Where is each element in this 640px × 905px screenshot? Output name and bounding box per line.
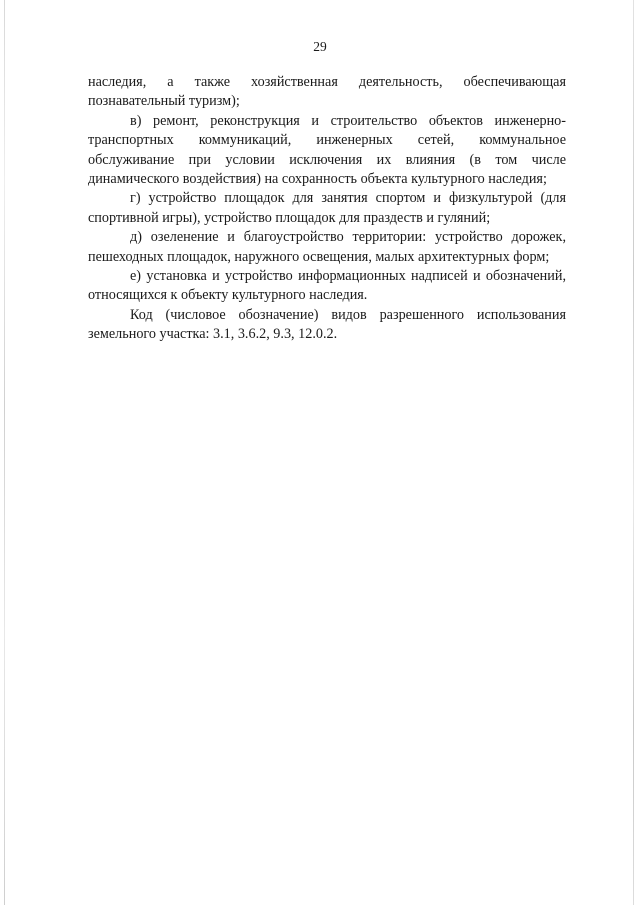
scan-edge-right <box>633 0 634 905</box>
document-body <box>88 73 566 345</box>
paragraph-item-v: в) ремонт, реконструкция и строительство объектов инженерно-транспортных коммуникаций, инженерных сетей, коммунальное обслуживание при условии исключения их влияния (в том числе динамического воздействия) на сохранность объекта культурного наследия; <box>88 112 566 188</box>
paragraph-land-use-code: Код (числовое обозначение) видов разрешенного использования земельного участка: 3.1, 3.6.2, 9.3, 12.0.2. <box>88 306 566 343</box>
page-number: 29 <box>313 39 327 54</box>
paragraph-item-g: г) устройство площадок для занятия спортом и физкультурой (для спортивной игры), устройство площадок для праздеств и гуляний; <box>88 190 566 226</box>
paragraph-item-e: е) установка и устройство информационных надписей и обозначений, относящихся к объекту культурного наследия. <box>88 268 566 304</box>
paragraph-continuation: наследия, а также хозяйственная деятельность, обеспечивающая познавательный туризм); <box>88 74 566 110</box>
scan-edge-left <box>4 0 5 905</box>
paragraph-item-d: д) озеленение и благоустройство территории: устройство дорожек, пешеходных площадок, наружного освещения, малых архитектурных форм; <box>88 229 566 265</box>
